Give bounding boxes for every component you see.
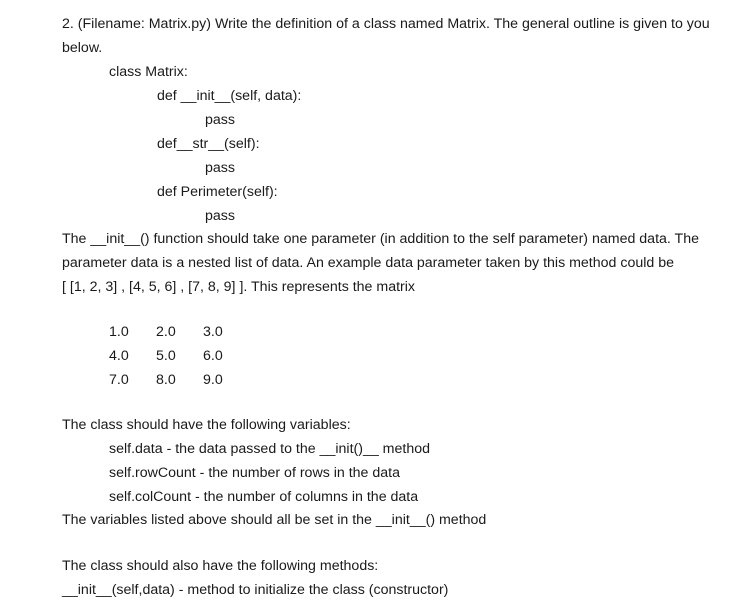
variables-heading: The class should have the following variables: bbox=[62, 417, 351, 433]
intro-line-1: 2. (Filename: Matrix.py) Write the definition of a class named Matrix. The general outline is given to you bbox=[62, 16, 710, 32]
description-line-1: The __init__() function should take one parameter (in addition to the self parameter) named data. The bbox=[62, 231, 699, 247]
matrix-cell: 6.0 bbox=[203, 348, 223, 364]
variable-item: self.colCount - the number of columns in the data bbox=[109, 489, 419, 505]
matrix-cell: 5.0 bbox=[156, 348, 176, 364]
description-line-3: [ [1, 2, 3] , [4, 5, 6] , [7, 8, 9] ]. This represents the matrix bbox=[62, 279, 416, 295]
matrix-cell: 7.0 bbox=[109, 372, 129, 388]
intro-line-2: below. bbox=[62, 40, 103, 56]
outline-pass-2: pass bbox=[205, 160, 235, 176]
description-line-2: parameter data is a nested list of data. An example data parameter taken by this method could be bbox=[62, 255, 675, 271]
matrix-cell: 9.0 bbox=[203, 372, 223, 388]
outline-pass-1: pass bbox=[205, 112, 235, 128]
matrix-cell: 4.0 bbox=[109, 348, 129, 364]
variable-item: self.rowCount - the number of rows in the data bbox=[109, 465, 400, 481]
matrix-cell: 3.0 bbox=[203, 324, 223, 340]
outline-class-declaration: class Matrix: bbox=[109, 64, 188, 80]
outline-def-str: def__str__(self): bbox=[157, 136, 260, 152]
outline-def-init: def __init__(self, data): bbox=[157, 88, 302, 104]
outline-def-perimeter: def Perimeter(self): bbox=[157, 184, 278, 200]
variables-footer: The variables listed above should all be set in the __init__() method bbox=[62, 512, 487, 528]
matrix-cell: 2.0 bbox=[156, 324, 176, 340]
matrix-cell: 1.0 bbox=[109, 324, 129, 340]
matrix-cell: 8.0 bbox=[156, 372, 176, 388]
variable-item: self.data - the data passed to the __init()__ method bbox=[109, 441, 430, 457]
method-item: __init__(self,data) - method to initialize the class (constructor) bbox=[62, 582, 449, 598]
methods-heading: The class should also have the following methods: bbox=[62, 558, 379, 574]
outline-pass-3: pass bbox=[205, 208, 235, 224]
